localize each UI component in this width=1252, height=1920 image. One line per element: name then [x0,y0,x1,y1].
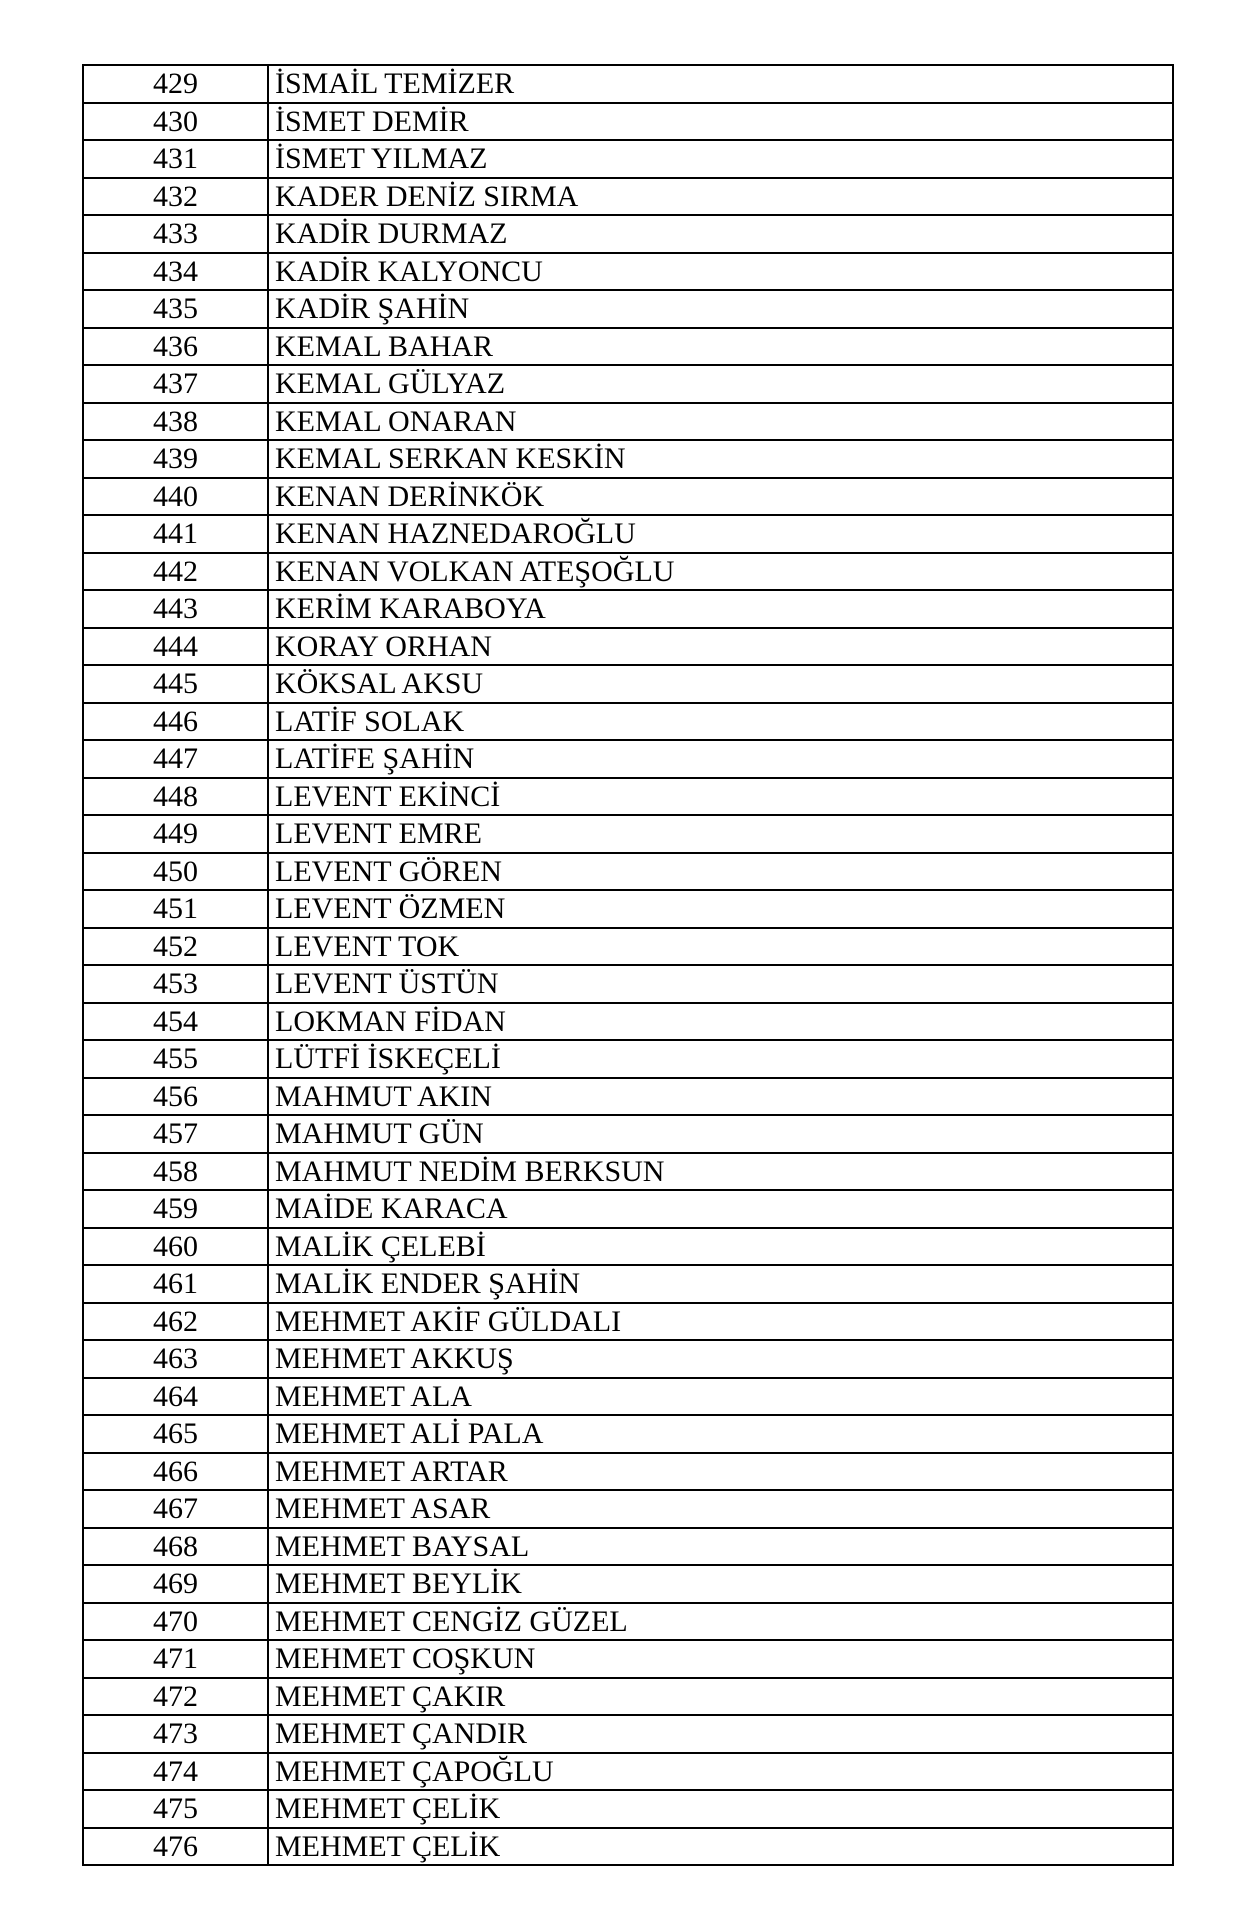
person-name-cell: MEHMET ÇAKIR [268,1678,1173,1716]
row-number-cell: 458 [83,1153,268,1191]
table-row [83,1603,1173,1641]
person-name-cell: KENAN HAZNEDAROĞLU [268,515,1173,553]
person-name-cell: MEHMET ÇELİK [268,1828,1173,1866]
person-name-cell: LEVENT ÖZMEN [268,890,1173,928]
table-row [83,140,1173,178]
table-row [83,890,1173,928]
name-list-body [83,65,1173,1865]
row-number-cell: 476 [83,1828,268,1866]
person-name-cell: MEHMET BAYSAL [268,1528,1173,1566]
table-row [83,1753,1173,1791]
row-number-cell: 465 [83,1415,268,1453]
person-name-cell: LÜTFİ İSKEÇELİ [268,1040,1173,1078]
table-row [83,1453,1173,1491]
row-number-cell: 438 [83,403,268,441]
row-number-cell: 434 [83,253,268,291]
person-name-cell: KADER DENİZ SIRMA [268,178,1173,216]
person-name-cell: KADİR KALYONCU [268,253,1173,291]
table-row [83,740,1173,778]
table-row [83,1303,1173,1341]
row-number-cell: 454 [83,1003,268,1041]
table-row [83,1228,1173,1266]
table-row [83,1153,1173,1191]
table-row [83,778,1173,816]
row-number-cell: 467 [83,1490,268,1528]
table-row [83,103,1173,141]
row-number-cell: 456 [83,1078,268,1116]
row-number-cell: 471 [83,1640,268,1678]
person-name-cell: LEVENT EMRE [268,815,1173,853]
person-name-cell: MEHMET ÇAPOĞLU [268,1753,1173,1791]
person-name-cell: İSMET DEMİR [268,103,1173,141]
person-name-cell: MEHMET COŞKUN [268,1640,1173,1678]
row-number-cell: 447 [83,740,268,778]
row-number-cell: 445 [83,665,268,703]
row-number-cell: 455 [83,1040,268,1078]
table-row [83,515,1173,553]
person-name-cell: KADİR DURMAZ [268,215,1173,253]
row-number-cell: 446 [83,703,268,741]
person-name-cell: MEHMET AKİF GÜLDALI [268,1303,1173,1341]
row-number-cell: 441 [83,515,268,553]
row-number-cell: 463 [83,1340,268,1378]
table-row [83,1378,1173,1416]
person-name-cell: KERİM KARABOYA [268,590,1173,628]
row-number-cell: 453 [83,965,268,1003]
person-name-cell: MAHMUT AKIN [268,1078,1173,1116]
row-number-cell: 436 [83,328,268,366]
person-name-cell: MEHMET AKKUŞ [268,1340,1173,1378]
row-number-cell: 444 [83,628,268,666]
row-number-cell: 431 [83,140,268,178]
row-number-cell: 443 [83,590,268,628]
table-row [83,178,1173,216]
row-number-cell: 435 [83,290,268,328]
row-number-cell: 452 [83,928,268,966]
table-row [83,628,1173,666]
table-row [83,253,1173,291]
row-number-cell: 439 [83,440,268,478]
row-number-cell: 461 [83,1265,268,1303]
person-name-cell: MEHMET ALİ PALA [268,1415,1173,1453]
table-row [83,703,1173,741]
table-row [83,1828,1173,1866]
person-name-cell: KORAY ORHAN [268,628,1173,666]
table-row [83,1528,1173,1566]
person-name-cell: KEMAL SERKAN KESKİN [268,440,1173,478]
row-number-cell: 433 [83,215,268,253]
table-row [83,1115,1173,1153]
row-number-cell: 457 [83,1115,268,1153]
row-number-cell: 469 [83,1565,268,1603]
person-name-cell: MAHMUT GÜN [268,1115,1173,1153]
table-row [83,590,1173,628]
person-name-cell: MEHMET ARTAR [268,1453,1173,1491]
table-row [83,1565,1173,1603]
person-name-cell: KADİR ŞAHİN [268,290,1173,328]
row-number-cell: 473 [83,1715,268,1753]
table-row [83,815,1173,853]
row-number-cell: 448 [83,778,268,816]
row-number-cell: 451 [83,890,268,928]
row-number-cell: 429 [83,65,268,103]
table-row [83,1678,1173,1716]
table-row [83,1790,1173,1828]
row-number-cell: 450 [83,853,268,891]
row-number-cell: 470 [83,1603,268,1641]
row-number-cell: 430 [83,103,268,141]
person-name-cell: MEHMET ÇELİK [268,1790,1173,1828]
person-name-cell: MALİK ÇELEBİ [268,1228,1173,1266]
person-name-cell: MAHMUT NEDİM BERKSUN [268,1153,1173,1191]
row-number-cell: 474 [83,1753,268,1791]
table-row [83,403,1173,441]
row-number-cell: 464 [83,1378,268,1416]
person-name-cell: MEHMET ASAR [268,1490,1173,1528]
table-row [83,553,1173,591]
row-number-cell: 460 [83,1228,268,1266]
table-row [83,290,1173,328]
person-name-cell: LEVENT ÜSTÜN [268,965,1173,1003]
table-row [83,478,1173,516]
name-list-table [82,64,1174,1866]
person-name-cell: LATİFE ŞAHİN [268,740,1173,778]
row-number-cell: 462 [83,1303,268,1341]
table-row [83,1490,1173,1528]
table-row [83,1715,1173,1753]
person-name-cell: MEHMET ÇANDIR [268,1715,1173,1753]
person-name-cell: MAİDE KARACA [268,1190,1173,1228]
table-row [83,1190,1173,1228]
row-number-cell: 466 [83,1453,268,1491]
person-name-cell: LATİF SOLAK [268,703,1173,741]
table-row [83,215,1173,253]
table-row [83,1003,1173,1041]
table-row [83,1265,1173,1303]
row-number-cell: 468 [83,1528,268,1566]
table-row [83,928,1173,966]
table-row [83,328,1173,366]
person-name-cell: KENAN DERİNKÖK [268,478,1173,516]
person-name-cell: MEHMET CENGİZ GÜZEL [268,1603,1173,1641]
person-name-cell: KEMAL ONARAN [268,403,1173,441]
person-name-cell: MALİK ENDER ŞAHİN [268,1265,1173,1303]
table-row [83,65,1173,103]
row-number-cell: 449 [83,815,268,853]
person-name-cell: LEVENT TOK [268,928,1173,966]
row-number-cell: 442 [83,553,268,591]
table-row [83,853,1173,891]
person-name-cell: LOKMAN FİDAN [268,1003,1173,1041]
row-number-cell: 440 [83,478,268,516]
person-name-cell: MEHMET BEYLİK [268,1565,1173,1603]
table-row [83,965,1173,1003]
row-number-cell: 475 [83,1790,268,1828]
table-row [83,1340,1173,1378]
row-number-cell: 459 [83,1190,268,1228]
person-name-cell: KEMAL GÜLYAZ [268,365,1173,403]
person-name-cell: İSMET YILMAZ [268,140,1173,178]
row-number-cell: 432 [83,178,268,216]
person-name-cell: KENAN VOLKAN ATEŞOĞLU [268,553,1173,591]
table-row [83,665,1173,703]
row-number-cell: 472 [83,1678,268,1716]
table-row [83,365,1173,403]
table-row [83,1640,1173,1678]
person-name-cell: KÖKSAL AKSU [268,665,1173,703]
person-name-cell: KEMAL BAHAR [268,328,1173,366]
table-row [83,1078,1173,1116]
person-name-cell: İSMAİL TEMİZER [268,65,1173,103]
table-row [83,1415,1173,1453]
person-name-cell: LEVENT EKİNCİ [268,778,1173,816]
table-row [83,1040,1173,1078]
person-name-cell: LEVENT GÖREN [268,853,1173,891]
table-row [83,440,1173,478]
row-number-cell: 437 [83,365,268,403]
person-name-cell: MEHMET ALA [268,1378,1173,1416]
